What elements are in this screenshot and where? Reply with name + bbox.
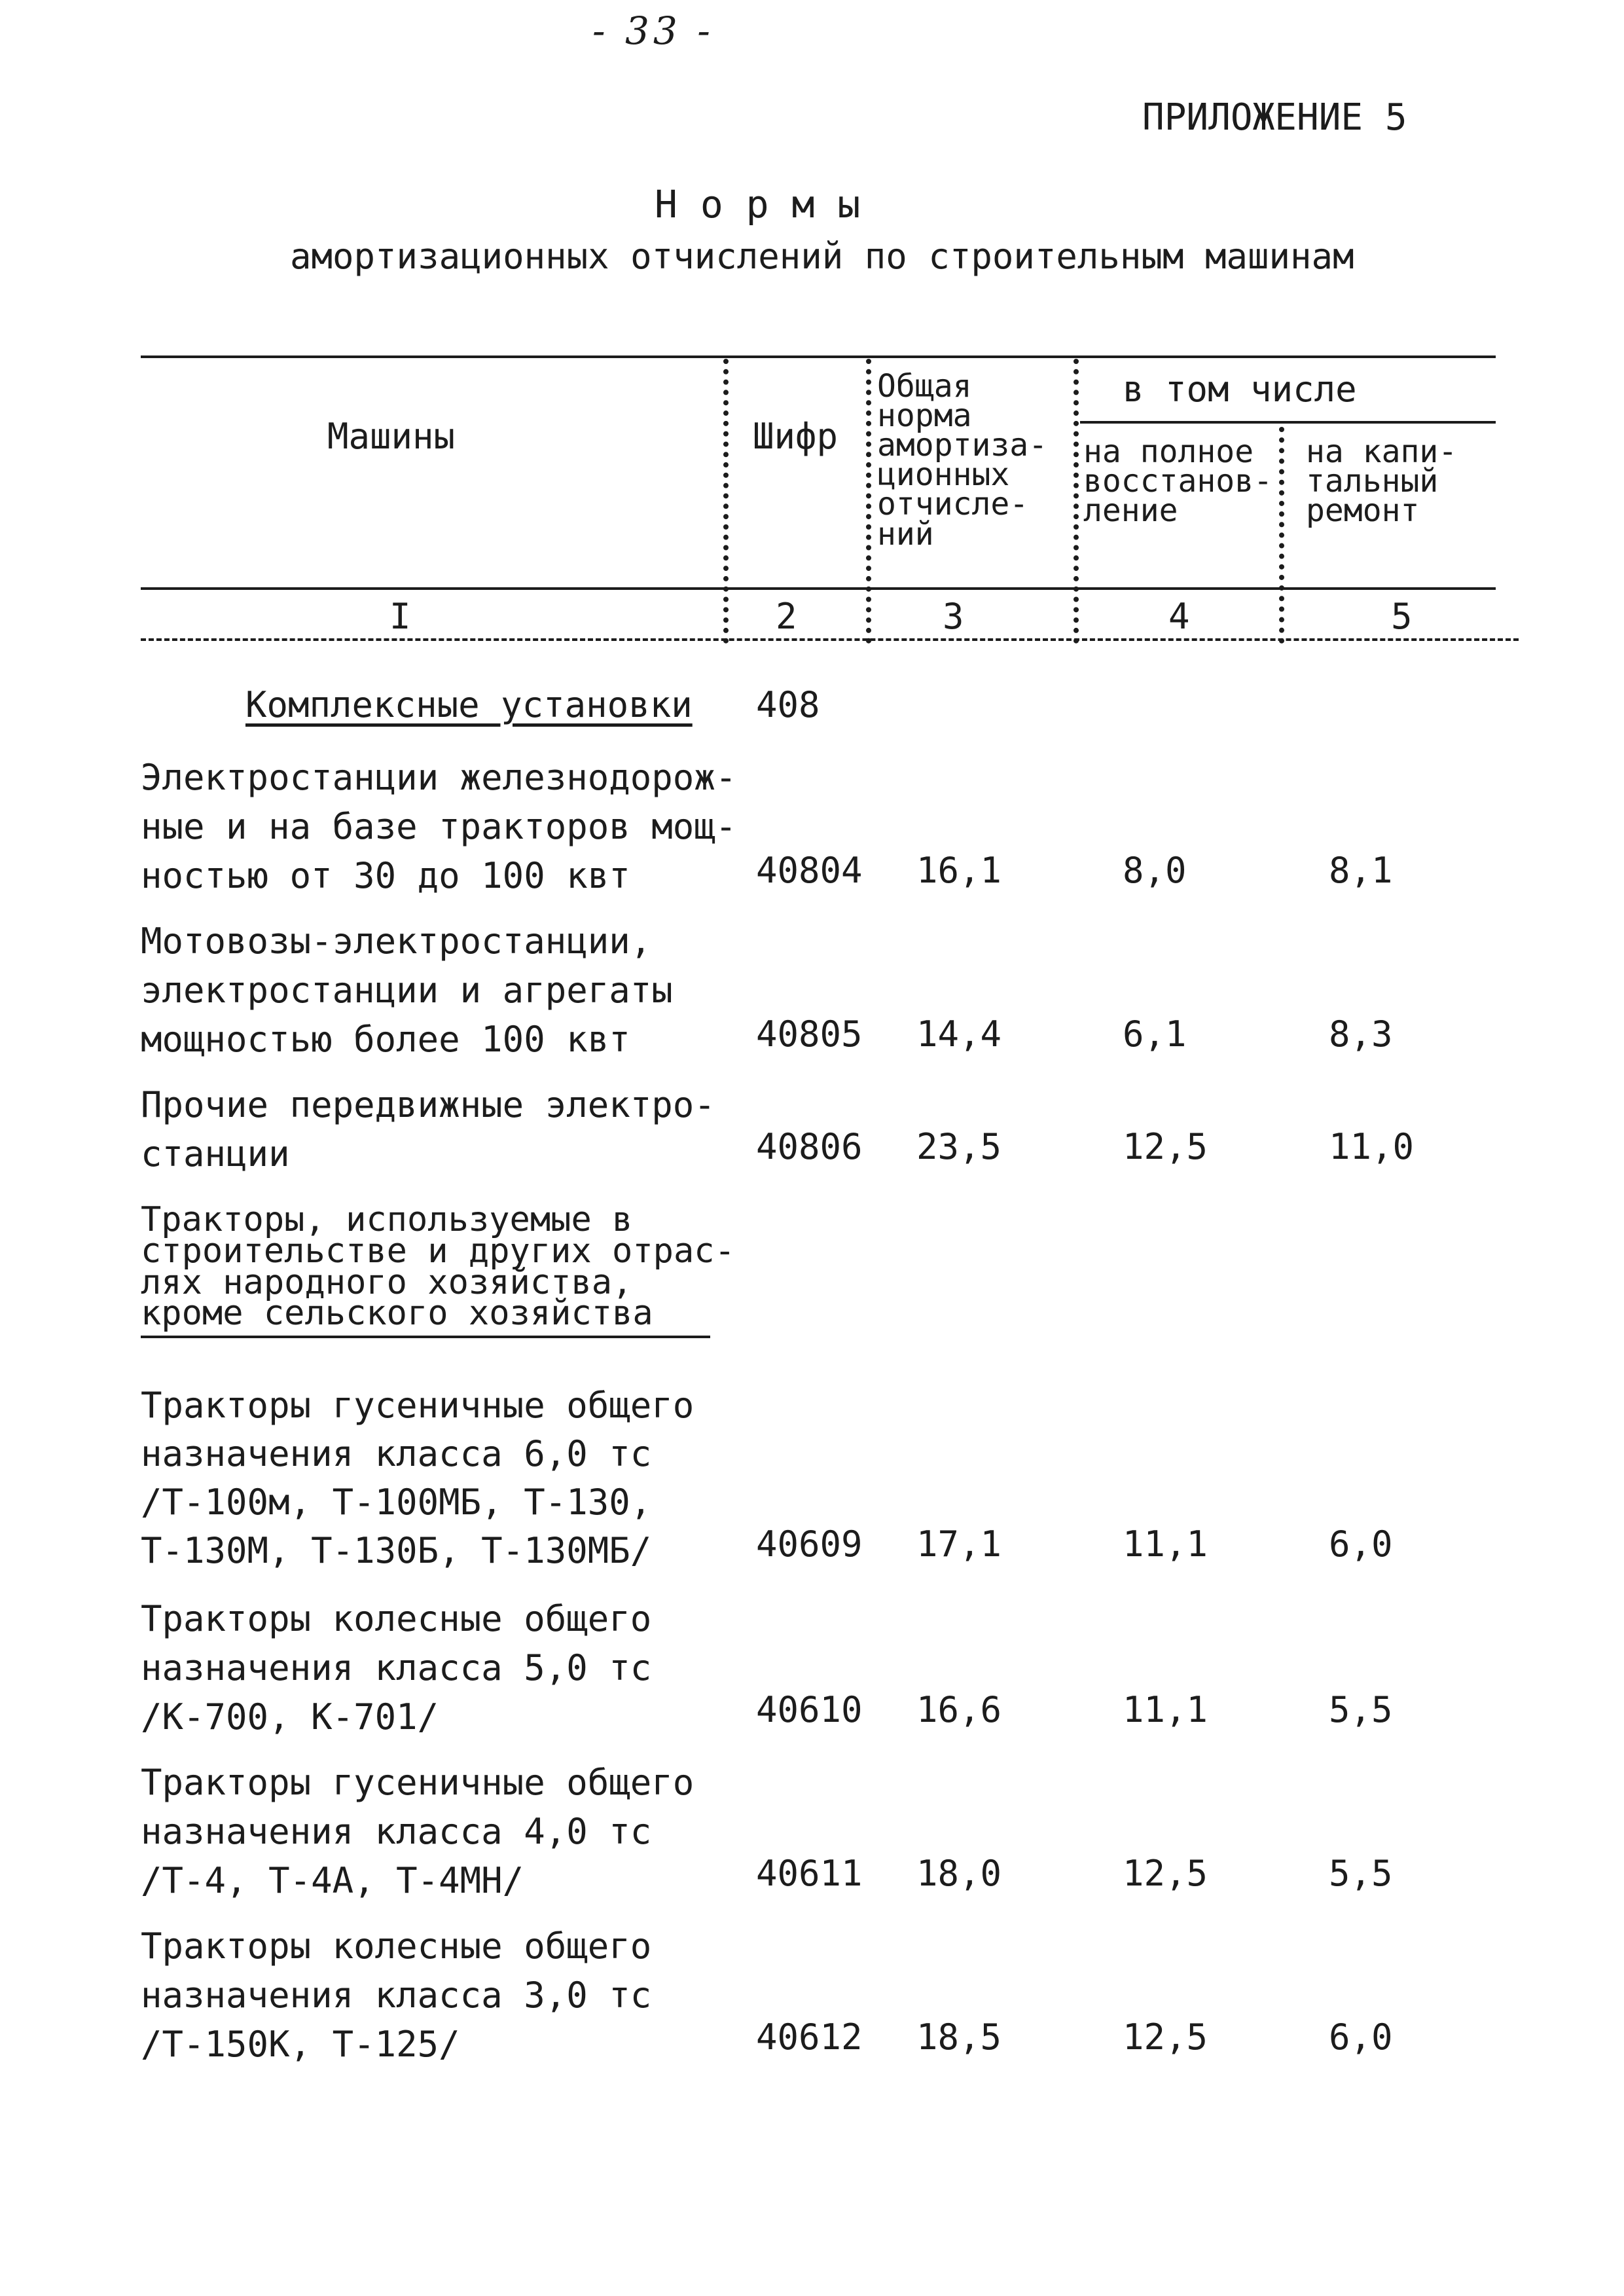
row-code: 40804	[756, 850, 863, 891]
column-number: 5	[1391, 596, 1413, 637]
row-code: 40805	[756, 1013, 863, 1055]
row-capital-repair: 6,0	[1329, 1523, 1393, 1565]
row-total-norm: 16,6	[916, 1689, 1002, 1730]
row-capital-repair: 5,5	[1329, 1689, 1393, 1730]
row-code: 40610	[756, 1689, 863, 1730]
table-row-name: Прочие передвижные электро- станции	[141, 1084, 715, 1175]
row-code: 408	[756, 684, 820, 725]
row-capital-repair: 8,3	[1329, 1013, 1393, 1055]
table-row-name: Мотовозы-электростанции, электростанции и агрегаты мощностью более 100 квт	[141, 920, 673, 1060]
header-total-norm: Общая норма амортиза- ционных отчисле- ний	[877, 368, 1048, 553]
page-number: - 33 -	[592, 9, 714, 53]
column-separator	[1074, 359, 1079, 644]
table-top-rule	[141, 355, 1496, 358]
row-total-norm: 18,0	[916, 1853, 1002, 1894]
section-heading: Комплексные установки	[245, 684, 693, 725]
row-full-restoration: 12,5	[1123, 2016, 1208, 2058]
row-full-restoration: 8,0	[1123, 850, 1187, 891]
column-number: 3	[943, 596, 964, 637]
column-number: I	[389, 596, 411, 637]
header-including: в том числе	[1123, 369, 1357, 410]
table-row-name: Тракторы гусеничные общего назначения класса 6,0 тс /Т-100м, Т-100МБ, Т-130, Т-130М, Т-130Б, Т-130МБ/	[141, 1385, 695, 1571]
header-bottom-rule	[141, 587, 1496, 590]
row-capital-repair: 5,5	[1329, 1853, 1393, 1894]
header-code: Шифр	[753, 416, 839, 457]
row-full-restoration: 6,1	[1123, 1013, 1187, 1055]
row-full-restoration: 11,1	[1123, 1689, 1208, 1730]
row-code: 40806	[756, 1126, 863, 1167]
row-capital-repair: 11,0	[1329, 1126, 1415, 1167]
table-row-name: Электростанции железнодорож- ные и на базе тракторов мощ- ностью от 30 до 100 квт	[141, 757, 737, 896]
row-full-restoration: 11,1	[1123, 1523, 1208, 1565]
document-subtitle: амортизационных отчислений по строительным машинам	[290, 236, 1354, 277]
row-total-norm: 16,1	[916, 850, 1002, 891]
appendix-label: ПРИЛОЖЕНИЕ 5	[1142, 96, 1407, 139]
row-full-restoration: 12,5	[1123, 1853, 1208, 1894]
column-separator	[723, 359, 729, 644]
header-full-restoration: на полное восстанов- ление	[1083, 433, 1272, 530]
document-title: Н о р м ы	[655, 182, 861, 227]
header-capital-repair: на капи- тальный ремонт	[1306, 433, 1458, 530]
row-code: 40612	[756, 2016, 863, 2058]
row-capital-repair: 8,1	[1329, 850, 1393, 891]
table-row-name: Тракторы колесные общего назначения класса 3,0 тс /Т-150К, Т-125/	[141, 1925, 652, 2065]
column-separator	[1279, 427, 1284, 644]
header-machines: Машины	[327, 416, 456, 457]
row-total-norm: 18,5	[916, 2016, 1002, 2058]
column-separator	[866, 359, 871, 644]
subheader-rule	[1080, 421, 1496, 424]
row-total-norm: 14,4	[916, 1013, 1002, 1055]
row-total-norm: 23,5	[916, 1126, 1002, 1167]
row-total-norm: 17,1	[916, 1523, 1002, 1565]
section-underline	[141, 1336, 710, 1338]
column-number: 4	[1168, 596, 1190, 637]
row-capital-repair: 6,0	[1329, 2016, 1393, 2058]
row-full-restoration: 12,5	[1123, 1126, 1208, 1167]
row-code: 40611	[756, 1853, 863, 1894]
row-code: 40609	[756, 1523, 863, 1565]
table-row-name: Тракторы колесные общего назначения класса 5,0 тс /К-700, К-701/	[141, 1598, 652, 1738]
column-numbers-rule	[141, 638, 1519, 641]
section-heading: Тракторы, используемые в строительстве и других отрас- лях народного хозяйства, кроме сельского хозяйства	[141, 1200, 735, 1334]
column-number: 2	[776, 596, 797, 637]
table-row-name: Тракторы гусеничные общего назначения класса 4,0 тс /Т-4, Т-4А, Т-4МН/	[141, 1762, 695, 1901]
